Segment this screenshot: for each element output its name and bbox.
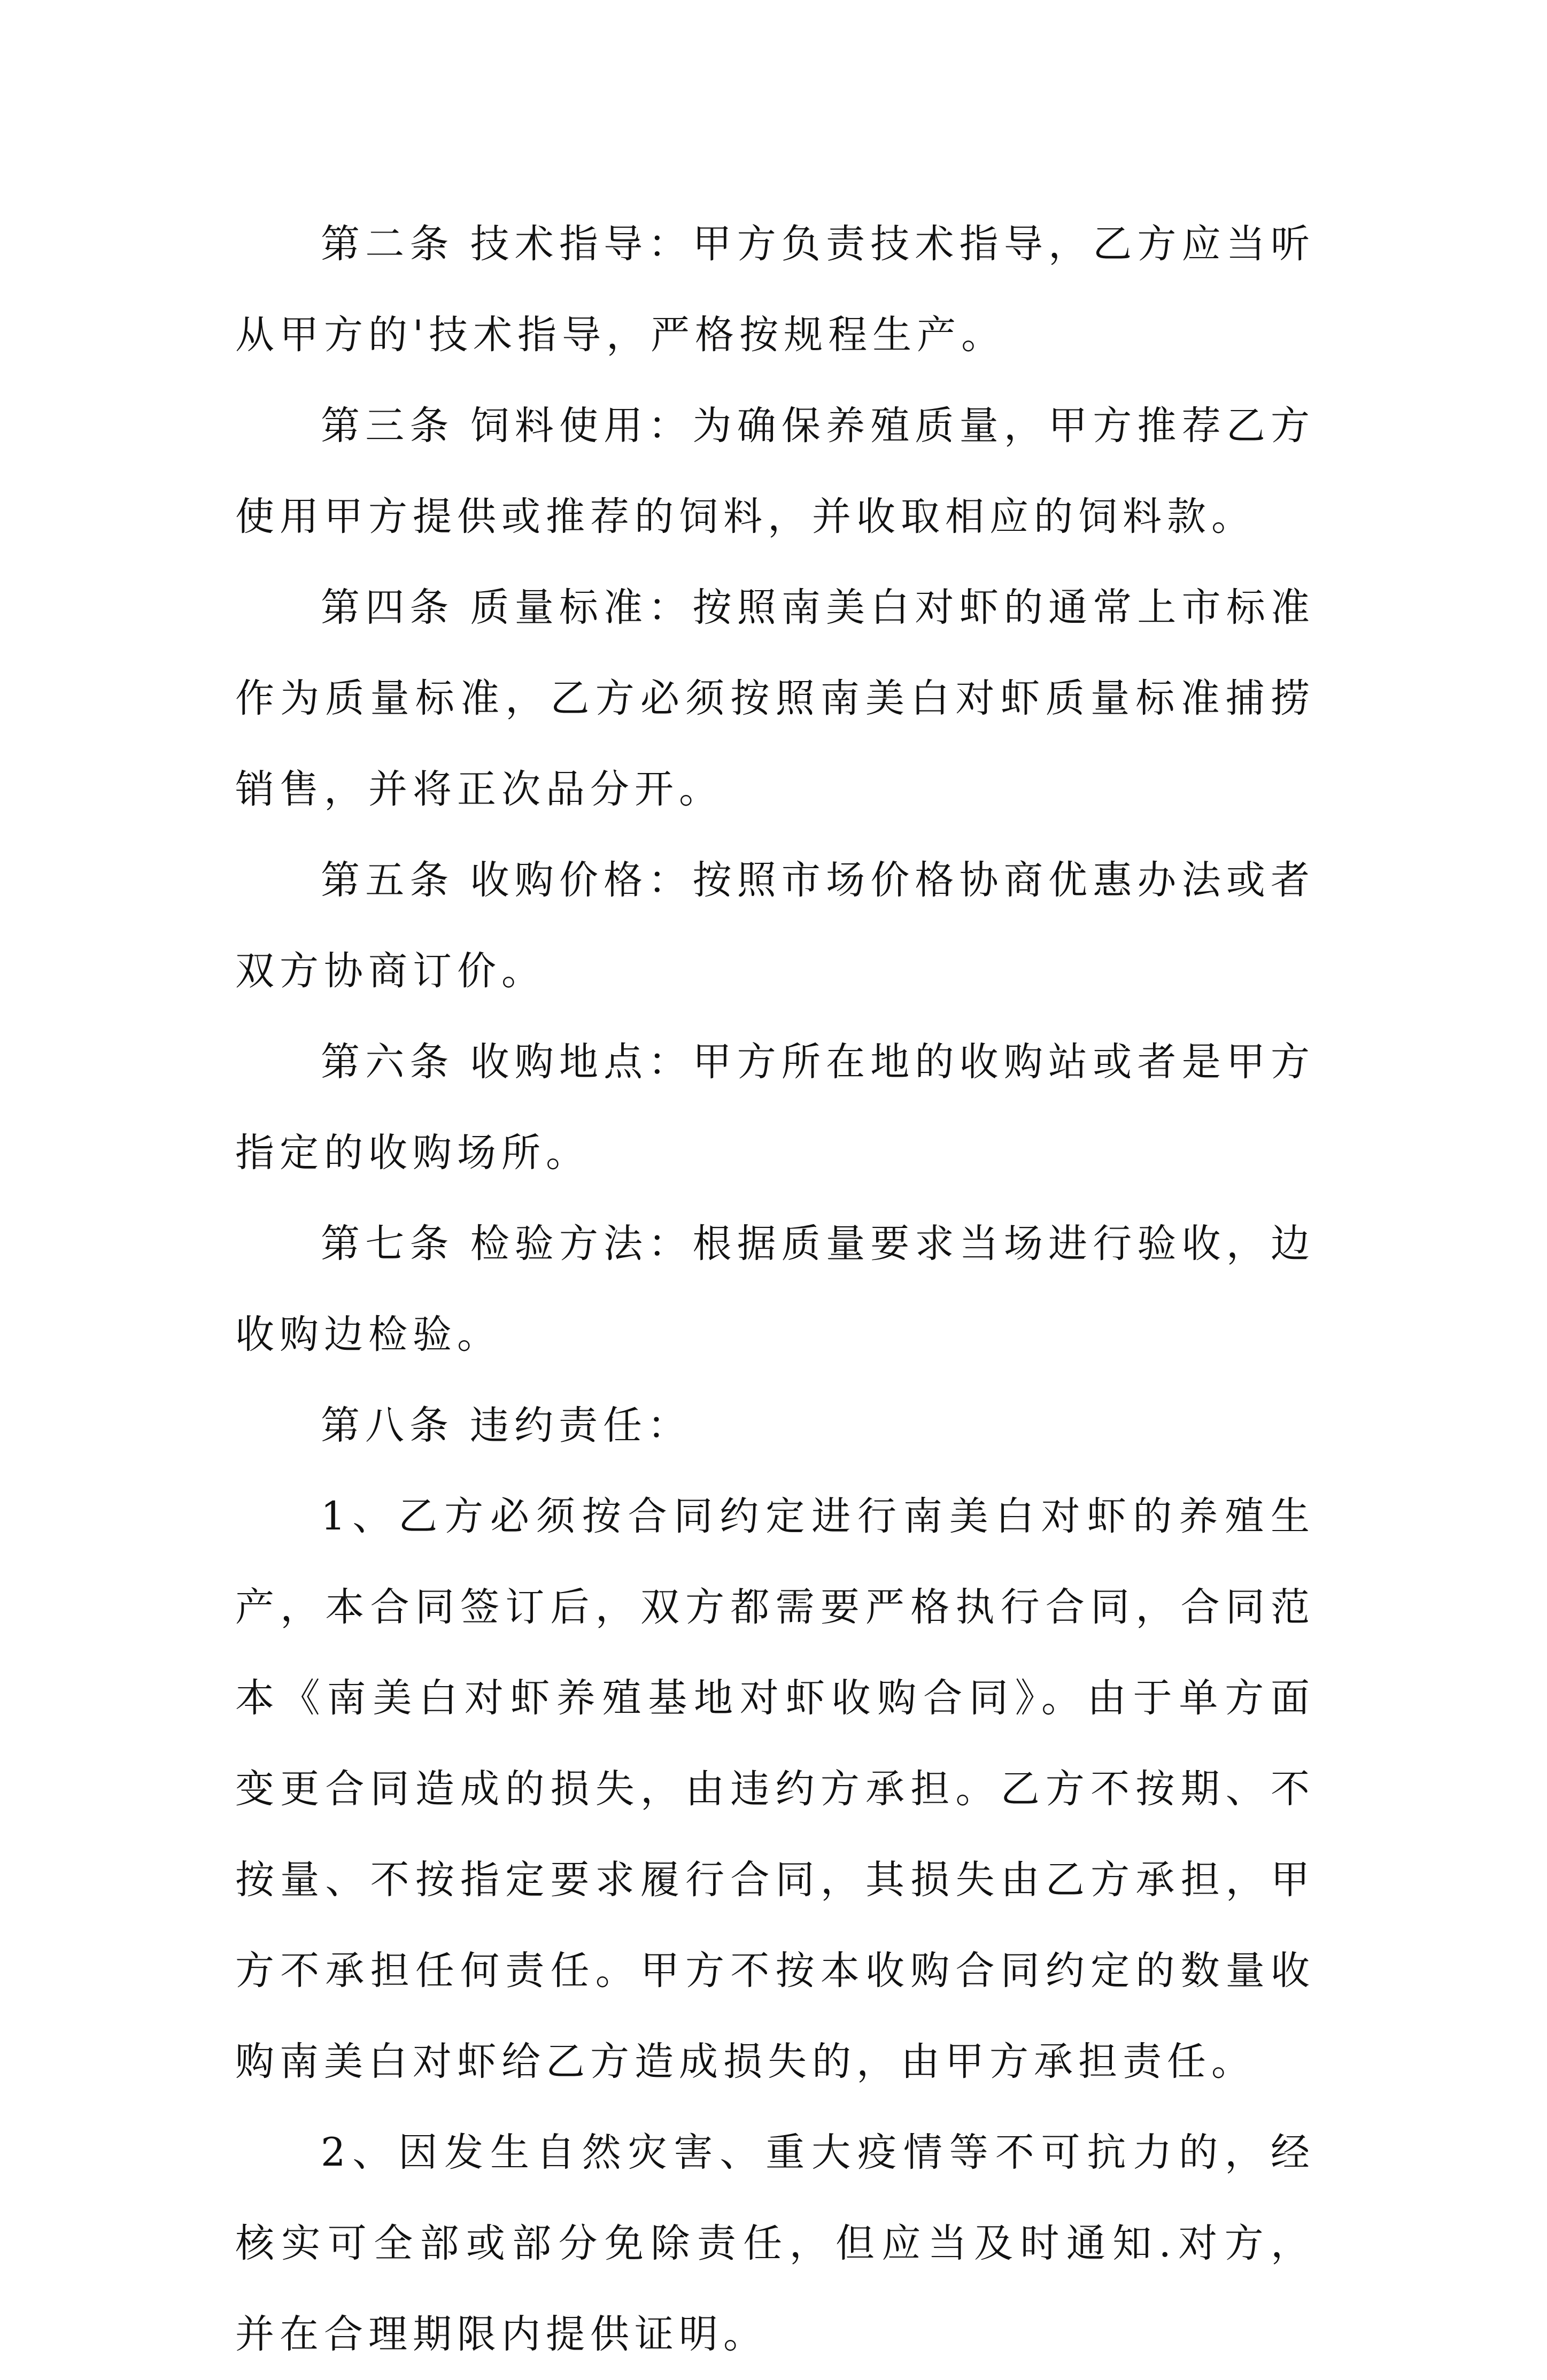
article-2-paragraph [235, 199, 1315, 381]
clause-text: 2、因发生自然灾害、重大疫情等不可抗力的，经核实可全部或部分免除责任，但应当及时通知.对方，并在合理期限内提供证明。 [235, 2130, 1315, 2357]
article-heading: 第六条 [321, 1039, 454, 1085]
article-text: 收购价格：按照市场价格协商优惠办法或者双方协商订价。 [235, 857, 1316, 994]
article-6-paragraph [235, 1017, 1315, 1199]
article-text: 质量标准：按照南美白对虾的通常上市标准作为质量标准，乙方必须按照南美白对虾质量标准捕捞销售，并将正次品分开。 [235, 585, 1316, 812]
article-heading: 第八条 [321, 1403, 454, 1448]
article-text: 检验方法：根据质量要求当场进行验收，边收购边检验。 [235, 1221, 1316, 1357]
article-heading: 第四条 [321, 585, 454, 630]
clause-text: 1、乙方必须按合同约定进行南美白对虾的养殖生产，本合同签订后，双方都需要严格执行合同，合同范本《南美白对虾养殖基地对虾收购合同》。由于单方面变更合同造成的损失，由违约方承担。乙方不按期、不按量、不按指定要求履行合同，其损失由乙方承担，甲方不承担任何责任。甲方不按本收购合同约定的数量收购南美白对虾给乙方造成损失的，由甲方承担责任。 [235, 1494, 1315, 2084]
article-text: 违约责任： [470, 1403, 692, 1448]
article-text: 饲料使用：为确保养殖质量，甲方推荐乙方使用甲方提供或推荐的饲料，并收取相应的饲料款。 [235, 403, 1316, 539]
article-heading: 第七条 [321, 1221, 454, 1266]
clause-1-paragraph [235, 1471, 1315, 2107]
article-4-paragraph [235, 562, 1315, 835]
document-body [235, 199, 1315, 2380]
clause-2-paragraph [235, 2107, 1315, 2380]
article-3-paragraph [235, 381, 1315, 562]
article-heading: 第三条 [321, 403, 454, 449]
article-text: 收购地点：甲方所在地的收购站或者是甲方指定的收购场所。 [235, 1039, 1316, 1176]
article-5-paragraph [235, 835, 1315, 1017]
article-heading: 第五条 [321, 857, 454, 903]
article-7-paragraph [235, 1199, 1315, 1380]
article-8-paragraph [235, 1380, 1315, 1471]
article-heading: 第二条 [321, 221, 454, 267]
article-text: 技术指导：甲方负责技术指导，乙方应当听从甲方的'技术指导，严格按规程生产。 [235, 221, 1316, 358]
